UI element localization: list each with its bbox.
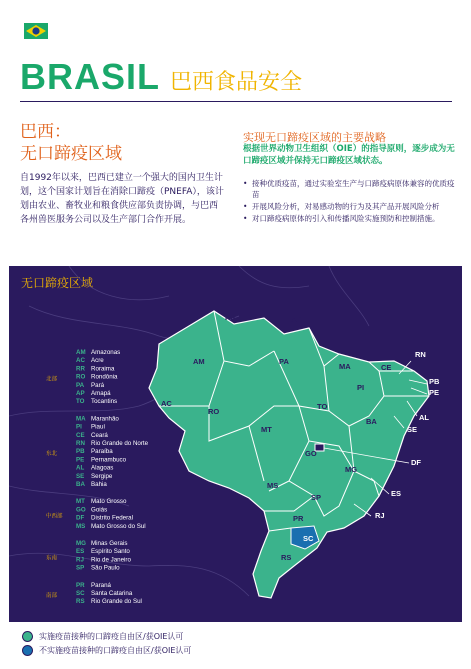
state-label-pr: PR: [293, 514, 304, 523]
map-legend: [22, 629, 191, 657]
region-name: 东南: [46, 555, 58, 562]
region-state-code: AL: [76, 464, 85, 472]
state-label-se: SE: [407, 425, 418, 434]
region-state-name: Pará: [91, 381, 105, 389]
page-title: 巴西食品安全: [170, 70, 303, 95]
state-label-mt: MT: [261, 425, 272, 434]
region-state-name: Paraíba: [91, 448, 113, 456]
divider: [20, 101, 452, 102]
state-label-es: ES: [391, 489, 402, 498]
fmd-free-map-panel: [9, 266, 462, 622]
region-state-code: MT: [76, 498, 85, 506]
region-state-code: AP: [76, 390, 85, 397]
region-state-name: Goiás: [91, 506, 108, 514]
map-panel-title: 无口蹄疫区域: [21, 276, 94, 290]
region-state-code: MS: [76, 522, 86, 530]
region-state-name: Bahia: [91, 481, 107, 488]
region-state-code: RJ: [76, 556, 84, 564]
region-state-code: MG: [76, 540, 86, 547]
region-state-name: Maranhão: [91, 415, 119, 423]
strategy-subheading: 根据世界动物卫生组织（OIE）的指导原则，逐步成为无口蹄疫区域并保持无口蹄疫区域状态。: [243, 144, 455, 166]
region-state-name: Rondônia: [91, 373, 118, 381]
state-label-ms: MS: [267, 481, 279, 490]
state-label-mg: MG: [345, 465, 358, 474]
region-state-code: PA: [76, 381, 85, 389]
intro-heading: [20, 121, 122, 165]
state-label-pe: PE: [429, 388, 440, 397]
region-name: 北部: [46, 376, 58, 383]
state-label-ac: AC: [161, 399, 172, 408]
region-state-code: RR: [76, 365, 85, 373]
region-state-code: RO: [76, 373, 86, 381]
state-label-sc: SC: [303, 534, 314, 543]
region-state-code: DF: [76, 514, 85, 522]
region-state-code: GO: [76, 506, 86, 514]
state-label-am: AM: [193, 357, 205, 366]
masthead: [20, 56, 302, 98]
region-key-list: [46, 349, 149, 605]
region-state-name: Sergipe: [91, 472, 113, 480]
region-state-code: SP: [76, 564, 85, 572]
region-state-code: TO: [76, 398, 85, 406]
region-state-code: SE: [76, 472, 85, 480]
state-label-rr: RR: [225, 313, 236, 322]
list-item: • 开展风险分析，对易感动物的行为及其产品开展风险分析: [243, 201, 455, 212]
region-state-code: SC: [76, 590, 85, 597]
intro-heading-line1: 巴西：: [20, 122, 71, 142]
region-state-code: ES: [76, 548, 85, 556]
brazil-flag-icon: [24, 23, 48, 39]
region-state-name: Amapá: [91, 390, 111, 397]
strategy-heading: 实现无口蹄疫区域的主要战略: [243, 131, 386, 144]
legend-label: 不实施疫苗接种的口蹄疫自由区/获OIE认可: [39, 645, 192, 655]
region-state-name: Distrito Federal: [91, 514, 133, 522]
region-state-name: Espírito Santo: [91, 548, 130, 556]
list-item: • 接种优质疫苗，通过实验室生产与口蹄疫病原体兼容的优质疫苗: [243, 178, 455, 200]
region-name: 南部: [46, 593, 58, 599]
region-state-code: CE: [76, 431, 85, 439]
region-state-name: Mato Grosso do Sul: [91, 522, 146, 530]
state-label-pa: PA: [279, 357, 289, 366]
region-state-name: Acre: [91, 357, 104, 365]
state-label-ro: RO: [208, 407, 220, 416]
state-label-pi: PI: [357, 383, 365, 392]
state-label-ba: BA: [366, 417, 377, 426]
strategy-bullets: [243, 178, 455, 225]
region-state-name: Ceará: [91, 431, 108, 439]
state-label-al: AL: [419, 413, 429, 422]
region-state-name: Rio de Janeiro: [91, 556, 131, 564]
region-name: 中西部: [46, 513, 63, 520]
region-state-name: Paraná: [91, 581, 111, 589]
region-state-name: Tocantins: [91, 398, 118, 406]
region-state-code: BA: [76, 481, 85, 488]
state-label-rj: RJ: [375, 511, 385, 520]
region-state-name: Mato Grosso: [91, 498, 127, 506]
state-label-ce: CE: [381, 363, 392, 372]
brand-logo-text: BRASIL: [20, 56, 160, 97]
region-state-name: Piauí: [91, 423, 106, 431]
state-label-rs: RS: [281, 553, 292, 562]
region-state-name: Alagoas: [91, 464, 114, 472]
region-state-name: Amazonas: [91, 349, 121, 356]
region-state-code: PR: [76, 581, 85, 589]
region-state-code: PB: [76, 448, 85, 456]
region-state-code: MA: [76, 415, 86, 423]
region-state-code: AC: [76, 357, 85, 365]
list-item: • 对口蹄疫病原体的引入和传播风险实施预防和控制措施。: [243, 213, 455, 224]
region-state-code: RS: [76, 598, 85, 606]
region-state-name: Roraima: [91, 365, 115, 373]
intro-heading-line2: 无口蹄疫区域: [20, 144, 122, 164]
state-label-ap: AP: [291, 315, 302, 324]
region-state-name: Pernambuco: [91, 456, 127, 464]
state-label-df: DF: [411, 458, 421, 467]
brazil-map: [9, 266, 462, 622]
state-label-pb: PB: [429, 377, 440, 386]
region-state-name: Rio Grande do Sul: [91, 598, 142, 606]
region-state-name: Rio Grande do Norte: [91, 440, 149, 447]
state-label-sp: SP: [311, 493, 322, 502]
region-state-code: PE: [76, 456, 85, 464]
green-swatch-icon: [22, 631, 33, 642]
state-label-to: TO: [317, 402, 328, 411]
state-label-go: GO: [305, 449, 317, 458]
region-state-code: RN: [76, 440, 85, 447]
region-state-name: Minas Gerais: [91, 540, 128, 547]
state-label-rn: RN: [415, 350, 426, 359]
legend-label: 实施疫苗接种的口蹄疫自由区/获OIE认可: [39, 631, 184, 641]
region-state-code: PI: [76, 423, 82, 431]
region-state-name: Santa Catarina: [91, 590, 133, 597]
region-state-code: AM: [76, 349, 86, 356]
intro-body: 自1992年以来，巴西已建立一个强大的国内卫生计划，这个国家计划旨在消除口蹄疫（PNEFA），该计划由农业、畜牧业和粮食供应部负责协调，与巴西各州兽医服务公司以及生产部门合作开展。: [20, 173, 224, 225]
blue-swatch-icon: [22, 645, 33, 656]
legend-item-with-vaccination: [22, 629, 191, 643]
state-label-ma: MA: [339, 362, 351, 371]
legend-item-without-vaccination: [22, 643, 191, 657]
region-name: 东北: [46, 451, 58, 458]
region-state-name: São Paulo: [91, 564, 120, 572]
